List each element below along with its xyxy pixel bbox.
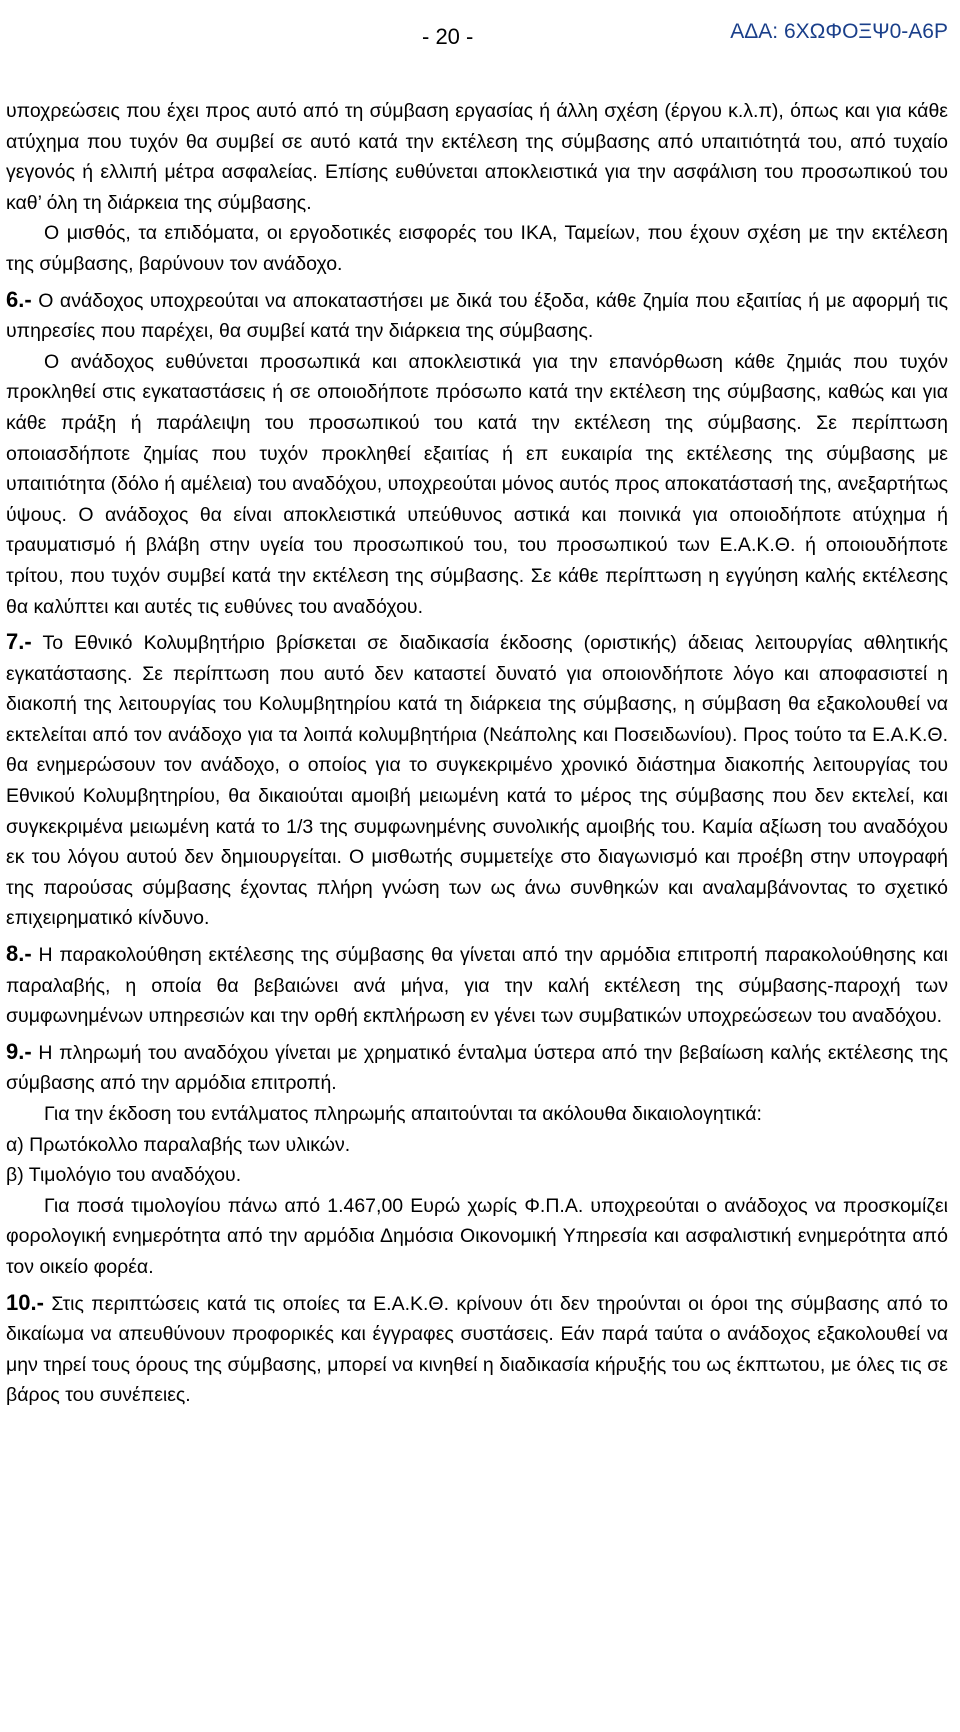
section-text: Η πληρωμή του αναδόχου γίνεται με χρηματικό ένταλμα ύστερα από την βεβαίωση καλής εκτέλεσης της σύμβασης από την αρμόδια επιτροπή. [6, 1041, 948, 1095]
section-number: 7.- [6, 629, 32, 655]
paragraph-invoice-threshold: Για ποσά τιμολογίου πάνω από 1.467,00 Ευρώ χωρίς Φ.Π.Α. υποχρεούται ο ανάδοχος να προσκομίζει φορολογική ενημερότητα από την αρμόδια Δημόσια Οικονομική Υπηρεσία και ασφαλιστική ενημερότητα από τον οικείο φορέα. [6, 1194, 948, 1278]
page-number: - 20 - [422, 24, 474, 49]
paragraph-continued: υποχρεώσεις που έχει προς αυτό από τη σύμβαση εργασίας ή άλλη σχέση (έργου κ.λ.π), όπως και για κάθε ατύχημα που τυχόν θα συμβεί σε αυτό κατά την εκτέλεση της σύμβασης από υπαιτιότητά του, από τυχαίο γεγονός ή ελλιπή μέτρα ασφαλείας. Επίσης ευθύνεται αποκλειστικά για την ασφάλιση του προσωπικού του καθ’ όλη τη διάρκεια της σύμβασης. [6, 100, 948, 214]
section-8 [6, 939, 948, 1032]
document-body [6, 96, 948, 1411]
section-number: 6.- [6, 286, 32, 312]
section-7 [6, 627, 948, 934]
page-header [0, 14, 960, 54]
documents-list [6, 1130, 948, 1191]
section-6 [6, 285, 948, 347]
paragraph-payment-docs: Για την έκδοση του εντάλματος πληρωμής απαιτούνται τα ακόλουθα δικαιολογητικά: [44, 1103, 762, 1125]
section-number: 10.- [6, 1289, 44, 1315]
section-number: 9.- [6, 1038, 32, 1064]
list-item: α) Πρωτόκολλο παραλαβής των υλικών. [6, 1133, 351, 1156]
section-text: Ο ανάδοχος υποχρεούται να αποκαταστήσει με δικά του έξοδα, κάθε ζημία που εξαιτίας ή με αφορμή τις υπηρεσίες που παρέχει, θα συμβεί κατά την διάρκεια της σύμβασης. [6, 289, 948, 343]
paragraph-liability: Ο ανάδοχος ευθύνεται προσωπικά και αποκλειστικά για την επανόρθωση κάθε ζημιάς που τυχόν προκληθεί στις εγκαταστάσεις ή σε οποιοδήποτε πρόσωπο κατά την εκτέλεση της σύμβασης, καθώς και για κάθε πράξη ή παράλειψη του προσωπικού του κατά την εκτέλεση της σύμβασης. Σε περίπτωση οποιασδήποτε ζημίας που τυχόν προκληθεί εξαιτίας ή επ ευκαιρία της εκτέλεσης της σύμβασης με υπαιτιότητα (δόλο ή αμέλεια) του αναδόχου, υποχρεούται μόνος αυτός προς αποκατάστασή της, ανεξαρτήτως ύψους. Ο ανάδοχος θα είναι αποκλειστικά υπεύθυνος αστικά και ποινικά για οποιοδήποτε ατύχημα ή τραυματισμό ή βλάβη στην υγεία του προσωπικού του, του προσωπικού των Ε.Α.Κ.Θ. ή οποιουδήποτε τρίτου, που τυχόν συμβεί κατά την εκτέλεση της σύμβασης. Σε κάθε περίπτωση η εγγύηση καλής εκτέλεσης θα καλύπτει και αυτές τις ευθύνες του αναδόχου. [6, 350, 948, 618]
ada-code: ΑΔΑ: 6ΧΩΦΟΞΨ0-Α6Ρ [730, 20, 948, 43]
section-text: Στις περιπτώσεις κατά τις οποίες τα Ε.Α.Κ.Θ. κρίνουν ότι δεν τηρούνται οι όροι της σύμβασης από το δικαίωμα να απευθύνουν προφορικές και έγγραφες συστάσεις. Εάν παρά ταύτα ο ανάδοχος εξακολουθεί να μην τηρεί τους όρους της σύμβασης, μπορεί να κινηθεί η διαδικασία κήρυξής του ως έκπτωτου, με όλες τις σε βάρος του συνέπειες. [6, 1292, 948, 1407]
list-item: β) Τιμολόγιο του αναδόχου. [6, 1164, 242, 1187]
paragraph-salary: Ο μισθός, τα επιδόματα, οι εργοδοτικές εισφορές του ΙΚΑ, Ταμείων, που έχουν σχέση με την εκτέλεση της σύμβασης, βαρύνουν τον ανάδοχο. [6, 222, 948, 275]
section-text: Το Εθνικό Κολυμβητήριο βρίσκεται σε διαδικασία έκδοσης (οριστικής) άδειας λειτουργίας αθλητικής εγκατάστασης. Σε περίπτωση που αυτό δεν καταστεί δυνατό για οποιονδήποτε λόγο και αποφασιστεί η διακοπή της λειτουργίας του Κολυμβητηρίου κατά τη διάρκεια της σύμβασης, η σύμβαση θα εξακολουθεί να εκτελείται από τον ανάδοχο για τα λοιπά κολυμβητήρια (Νεάπολης και Ποσειδωνίου). Προς τούτο τα Ε.Α.Κ.Θ. θα ενημερώσουν τον ανάδοχο, ο οποίος για το συγκεκριμένο χρονικό διάστημα διακοπής λειτουργίας του Εθνικού Κολυμβητηρίου, θα δικαιούται αμοιβή μειωμένη κατά το μέρος της σύμβασης που δεν εκτελεί, και συγκεκριμένα μειωμένη κατά το 1/3 της συμφωνημένης συνολικής αμοιβής του. Καμία αξίωση του αναδόχου εκ του λόγου αυτού δεν δημιουργείται. Ο μισθωτής συμμετείχε στο διαγωνισμό και προέβη στην υπογραφή της παρούσας σύμβασης έχοντας πλήρη γνώση των ως άνω συνθηκών και αναλαμβάνοντας το σχετικό επιχειρηματικό κίνδυνο. [6, 632, 948, 930]
section-10 [6, 1288, 948, 1411]
section-text: Η παρακολούθηση εκτέλεσης της σύμβασης θα γίνεται από την αρμόδια επιτροπή παρακολούθησης και παραλαβής, η οποία θα βεβαιώνει ανά μήνα, για την καλή εκτέλεση της σύμβασης-παροχή των συμφωνημένων υπηρεσιών και την ορθή εκπλήρωση εν γένει των συμβατικών υποχρεώσεων του αναδόχου. [6, 944, 948, 1028]
section-number: 8.- [6, 941, 32, 967]
section-9 [6, 1037, 948, 1099]
